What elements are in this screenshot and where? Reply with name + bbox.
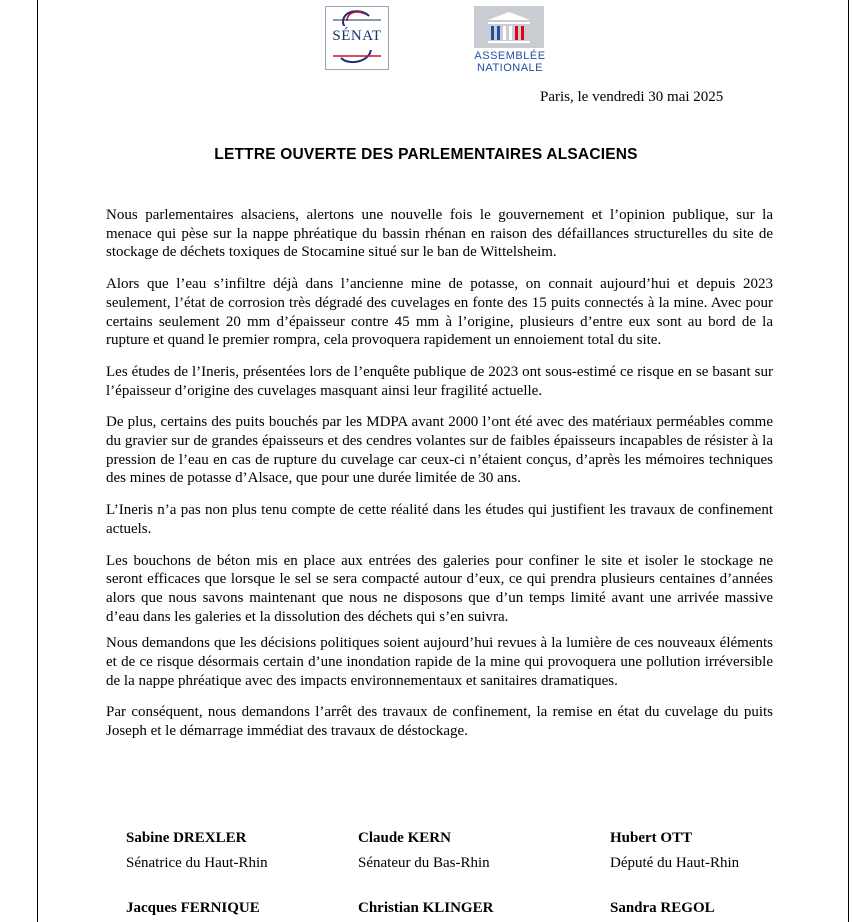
an-emblem [474, 6, 544, 48]
paragraph: L’Ineris n’a pas non plus tenu compte de cette réalité dans les études qui justifient les travaux de confinement actuels. [106, 502, 773, 537]
signatory-name: Hubert OTT [610, 830, 693, 846]
signatory [126, 830, 268, 872]
paragraph: Les bouchons de béton mis en place aux entrées des galeries pour confiner le site et isoler le stockage ne seront efficaces que lorsque le sel se sera compacté autour d’eux, ce qui prendra plusieurs centaines d’années alors que nous savons maintenant que nous ne disposons que d’un temps limité avant une arrivée massive d’eau dans les galeries et la dissolution des déchets qui s’en suivra. [106, 552, 773, 625]
an-logo-line2: NATIONALE [476, 62, 544, 74]
paragraph: Les études de l’Ineris, présentées lors de l’enquête publique de 2023 ont sous-estimé ce risque en se basant sur l’épaisseur d’origine des cuvelages masquant ainsi leur fragilité actuelle. [106, 363, 773, 399]
signatory-name: Sandra REGOL [610, 900, 715, 916]
paragraph: Nous parlementaires alsaciens, alertons une nouvelle fois le gouvernement et l’opinion publique, sur la menace qui pèse sur la nappe phréatique du bassin rhénan en raison des défaillances structurelles du site de stockage de déchets toxiques de Stocamine situé sur le ban de Wittelsheim. [106, 207, 773, 261]
signatory [610, 830, 739, 872]
paragraph: Par conséquent, nous demandons l’arrêt des travaux de confinement, la remise en état du cuvelage du puits Joseph et le démarrage immédiat des travaux de déstockage. [106, 704, 773, 740]
paragraph: De plus, certains des puits bouchés par les MDPA avant 2000 l’ont été avec des matériaux perméables comme du gravier sur de grandes épaisseurs et des cendres volantes sur de faibles épaisseurs incapables de résister à la pression de l’eau en cas de rupture du cuvelage car ceux-ci n’étaient conçus, d’après les mémoires techniques des mines de potasse d’Alsace, que pour une durée limitée de 30 ans. [106, 414, 773, 487]
signatory-name: Claude KERN [358, 830, 451, 846]
assemblee-nationale-logo [473, 6, 547, 74]
letter-title: LETTRE OUVERTE DES PARLEMENTAIRES ALSACIENS [214, 146, 638, 163]
signatory-name: Sabine DREXLER [126, 830, 247, 846]
senat-logo [325, 6, 389, 72]
senat-logo-text: SÉNAT [332, 28, 382, 44]
signatory-name: Jacques FERNIQUE [126, 900, 260, 916]
signatory-role: Sénateur du Bas-Rhin [358, 855, 490, 871]
signatory-role: Député du Haut-Rhin [610, 855, 740, 871]
date-line: Paris, le vendredi 30 mai 2025 [540, 89, 724, 105]
signatory [126, 900, 260, 917]
signatory-role: Sénatrice du Haut-Rhin [126, 855, 268, 871]
signatory [358, 900, 493, 917]
an-logo-line1: ASSEMBLÉE [474, 50, 546, 62]
paragraph: Alors que l’eau s’infiltre déjà dans l’ancienne mine de potasse, on connait aujourd’hui et depuis 2023 seulement, l’état de corrosion très dégradé des cuvelages en fonte des 15 puits connectés à la mine. Avec pour certains seulement 20 mm d’épaisseur contre 45 mm à l’origine, plusieurs d’entre eux sont au bord de la rupture et quand le premier rompra, cela provoquera rapidement un ennoiement total du site. [106, 276, 773, 349]
signatory [610, 900, 715, 917]
signatory-name: Christian KLINGER [358, 900, 494, 916]
signatory [358, 830, 490, 872]
letter-body [106, 206, 773, 754]
paragraph: Nous demandons que les décisions politiques soient aujourd’hui revues à la lumière de ces nouveaux éléments et de ce risque désormais certain d’une inondation rapide de la mine qui provoquera une pollution irréversible de la nappe phréatique avec des impacts environnementaux et sanitaires dramatiques. [106, 635, 773, 689]
